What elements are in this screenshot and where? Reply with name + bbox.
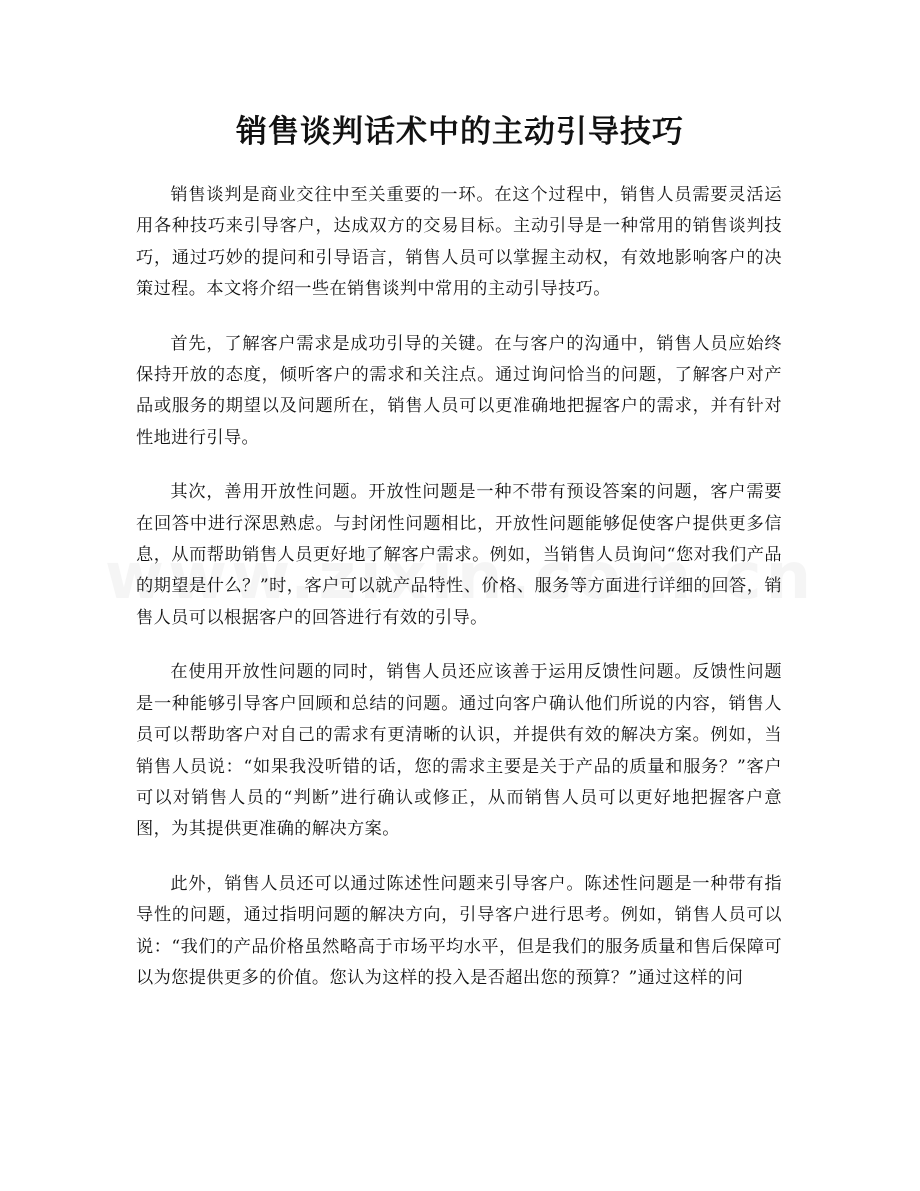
paragraph-statement-questions: 此外，销售人员还可以通过陈述性问题来引导客户。陈述性问题是一种带有指导性的问题，通过指明问题的解决方向，引导客户进行思考。例如，销售人员可以说：“我们的产品价格虽然略高于市场平均水平，但是我们的服务质量和售后保障可以为您提供更多的价值。您认为这样的投入是否超出您的预算？”通过这样的问 bbox=[136, 873, 782, 988]
document-body bbox=[136, 180, 782, 1017]
paragraph-understand-needs: 首先，了解客户需求是成功引导的关键。在与客户的沟通中，销售人员应始终保持开放的态度，倾听客户的需求和关注点。通过询问恰当的问题，了解客户对产品或服务的期望以及问题所在，销售人员可以更准确地把握客户的需求，并有针对性地进行引导。 bbox=[136, 333, 782, 448]
paragraph-intro: 销售谈判是商业交往中至关重要的一环。在这个过程中，销售人员需要灵活运用各种技巧来引导客户，达成双方的交易目标。主动引导是一种常用的销售谈判技巧，通过巧妙的提问和引导语言，销售人员可以掌握主动权，有效地影响客户的决策过程。本文将介绍一些在销售谈判中常用的主动引导技巧。 bbox=[136, 185, 782, 300]
paragraph-feedback-questions: 在使用开放性问题的同时，销售人员还应该善于运用反馈性问题。反馈性问题是一种能够引导客户回顾和总结的问题。通过向客户确认他们所说的内容，销售人员可以帮助客户对自己的需求有更清晰的认识，并提供有效的解决方案。例如，当销售人员说：“如果我没听错的话，您的需求主要是关于产品的质量和服务？”客户可以对销售人员的“判断”进行确认或修正，从而销售人员可以更好地把握客户意图，为其提供更准确的解决方案。 bbox=[136, 662, 782, 840]
document-title: 销售谈判话术中的主动引导技巧 bbox=[236, 114, 684, 150]
paragraph-open-questions: 其次，善用开放性问题。开放性问题是一种不带有预设答案的问题，客户需要在回答中进行深思熟虑。与封闭性问题相比，开放性问题能够促使客户提供更多信息，从而帮助销售人员更好地了解客户需求。例如，当销售人员询问“您对我们产品的期望是什么？”时，客户可以就产品特性、价格、服务等方面进行详细的回答，销售人员可以根据客户的回答进行有效的引导。 bbox=[136, 482, 782, 628]
